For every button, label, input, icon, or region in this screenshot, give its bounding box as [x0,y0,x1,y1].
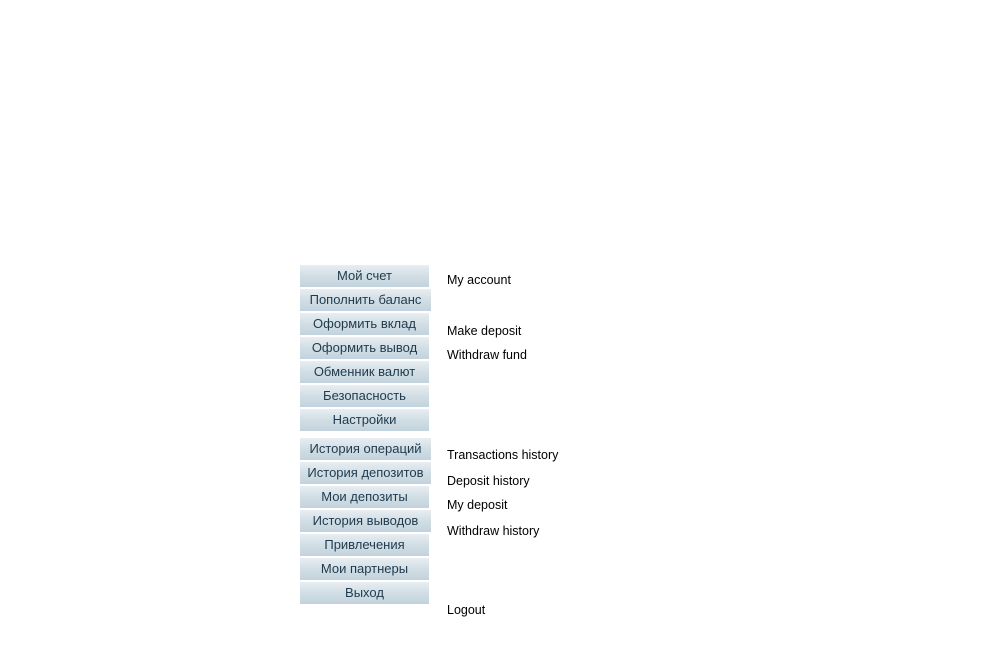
menu-item-withdraw-fund[interactable]: Оформить вывод [300,337,429,359]
menu-item-transactions-history[interactable]: История операций [300,438,431,460]
annotation-label: My deposit [447,498,508,512]
annotation-label: Logout [447,603,486,617]
annotation-label: Transactions history [447,448,559,462]
annotation-label: My account [447,273,511,287]
menu-item-currency-exchange[interactable]: Обменник валют [300,361,429,383]
menu-item-my-deposit[interactable]: Мои депозиты [300,486,429,508]
menu-item-withdraw-history[interactable]: История выводов [300,510,431,532]
menu-item-logout[interactable]: Выход [300,582,429,604]
annotation-label: Make deposit [447,324,522,338]
menu-item-my-partners[interactable]: Мои партнеры [300,558,429,580]
menu-item-make-deposit[interactable]: Оформить вклад [300,313,429,335]
annotation-label: Deposit history [447,474,530,488]
menu-item-my-account[interactable]: Мой счет [300,265,429,287]
menu-item-referrals[interactable]: Привлечения [300,534,429,556]
annotation-label: Withdraw fund [447,348,527,362]
menu-item-deposit-history[interactable]: История депозитов [300,462,431,484]
account-menu [300,265,429,606]
menu-item-top-up-balance[interactable]: Пополнить баланс [300,289,431,311]
menu-item-settings[interactable]: Настройки [300,409,429,431]
annotation-label: Withdraw history [447,524,540,538]
menu-item-security[interactable]: Безопасность [300,385,429,407]
